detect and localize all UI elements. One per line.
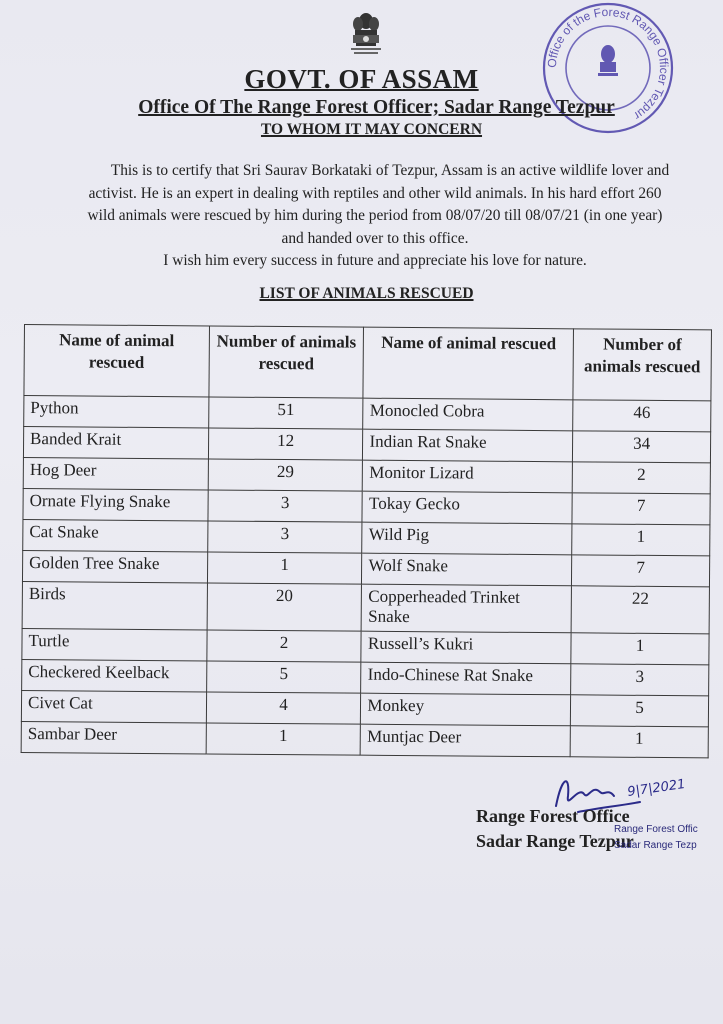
office-name: Office Of The Range Forest Officer; Sadar Range Tezpur — [138, 97, 615, 118]
certificate-paragraph: This is to certify that Sri Saurav Borkataki of Tezpur, Assam is an active wildlife lover and activist. He is an expert in dealing with reptiles and other wild animals. In his hard effort 260 wild animals were rescued by him during the period from 08/07/20 till 08/07/21 (in one year) and handed over to this office. — [87, 162, 670, 247]
signatory-office: Range Forest Office — [476, 806, 630, 826]
list-title: LIST OF ANIMALS RESCUED — [259, 285, 474, 302]
animal-count: 7 — [572, 555, 710, 587]
animal-count: 2 — [572, 462, 710, 494]
animal-name: Python — [24, 396, 209, 428]
animal-name: Cat Snake — [23, 519, 208, 551]
animal-name: Wild Pig — [362, 522, 572, 555]
animal-count: 12 — [208, 428, 363, 460]
animal-name: Turtle — [22, 628, 207, 660]
animal-count: 2 — [207, 630, 362, 662]
state-emblem-icon — [348, 12, 384, 66]
certificate-wish: I wish him every success in future and appreciate his love for nature. — [163, 252, 587, 270]
animal-count: 29 — [208, 459, 363, 491]
animal-name: Sambar Deer — [21, 721, 206, 753]
animal-name: Ornate Flying Snake — [23, 488, 208, 520]
animal-name: Banded Krait — [23, 427, 208, 459]
header-animal-count-1: Number of animals rescued — [209, 326, 364, 398]
animal-name: Checkered Keelback — [22, 659, 207, 691]
animal-count: 46 — [573, 400, 711, 432]
animal-count: 1 — [570, 726, 708, 758]
table-row — [21, 721, 708, 757]
animal-name: Muntjac Deer — [361, 724, 571, 757]
table-row — [22, 581, 709, 633]
rescued-animals-table — [21, 324, 712, 758]
animal-count: 7 — [572, 493, 710, 525]
animal-name: Copperheaded Trinket Snake — [362, 584, 572, 633]
animal-count: 51 — [208, 397, 363, 429]
signatory-range: Sadar Range Tezpur — [476, 831, 634, 851]
animal-count: 34 — [573, 431, 711, 463]
animal-count: 3 — [208, 490, 363, 522]
govt-title: GOVT. OF ASSAM — [244, 64, 479, 94]
animal-name: Indian Rat Snake — [363, 429, 573, 462]
animal-count: 20 — [207, 583, 362, 631]
header-animal-name-1: Name of animal rescued — [24, 325, 209, 397]
table-header-row — [24, 325, 712, 401]
rubber-stamp-line-2: Sadar Range Tezp — [614, 840, 697, 851]
animal-count: 1 — [571, 633, 709, 665]
salutation: TO WHOM IT MAY CONCERN — [260, 121, 483, 138]
animal-name: Civet Cat — [21, 690, 206, 722]
animal-name: Wolf Snake — [362, 553, 572, 586]
rubber-stamp-line-1: Range Forest Offic — [614, 824, 698, 835]
stamp-ring-text: Office of the Forest Range Officer Tezpur — [544, 4, 672, 124]
animal-name: Monocled Cobra — [363, 398, 573, 431]
animal-name: Golden Tree Snake — [22, 550, 207, 582]
animal-name: Indo-Chinese Rat Snake — [361, 662, 571, 695]
animal-count: 4 — [206, 692, 361, 724]
animal-count: 3 — [571, 664, 709, 696]
animal-name: Tokay Gecko — [362, 491, 572, 524]
signature-date: 9|7|2021 — [626, 776, 687, 800]
animal-name: Birds — [22, 581, 207, 629]
animal-count: 1 — [572, 524, 710, 556]
animal-count: 3 — [207, 521, 362, 553]
certificate-body — [80, 160, 670, 273]
animal-count: 22 — [571, 586, 709, 634]
animal-count: 5 — [206, 661, 361, 693]
animal-name: Russell’s Kukri — [361, 631, 571, 664]
animal-name: Monitor Lizard — [363, 460, 573, 493]
header-animal-name-2: Name of animal rescued — [363, 327, 573, 400]
animal-name: Hog Deer — [23, 457, 208, 489]
animal-count: 1 — [207, 552, 362, 584]
header-animal-count-2: Number of animals rescued — [573, 329, 711, 401]
animal-name: Monkey — [361, 693, 571, 726]
animal-count: 5 — [571, 695, 709, 727]
animal-count: 1 — [206, 723, 361, 755]
